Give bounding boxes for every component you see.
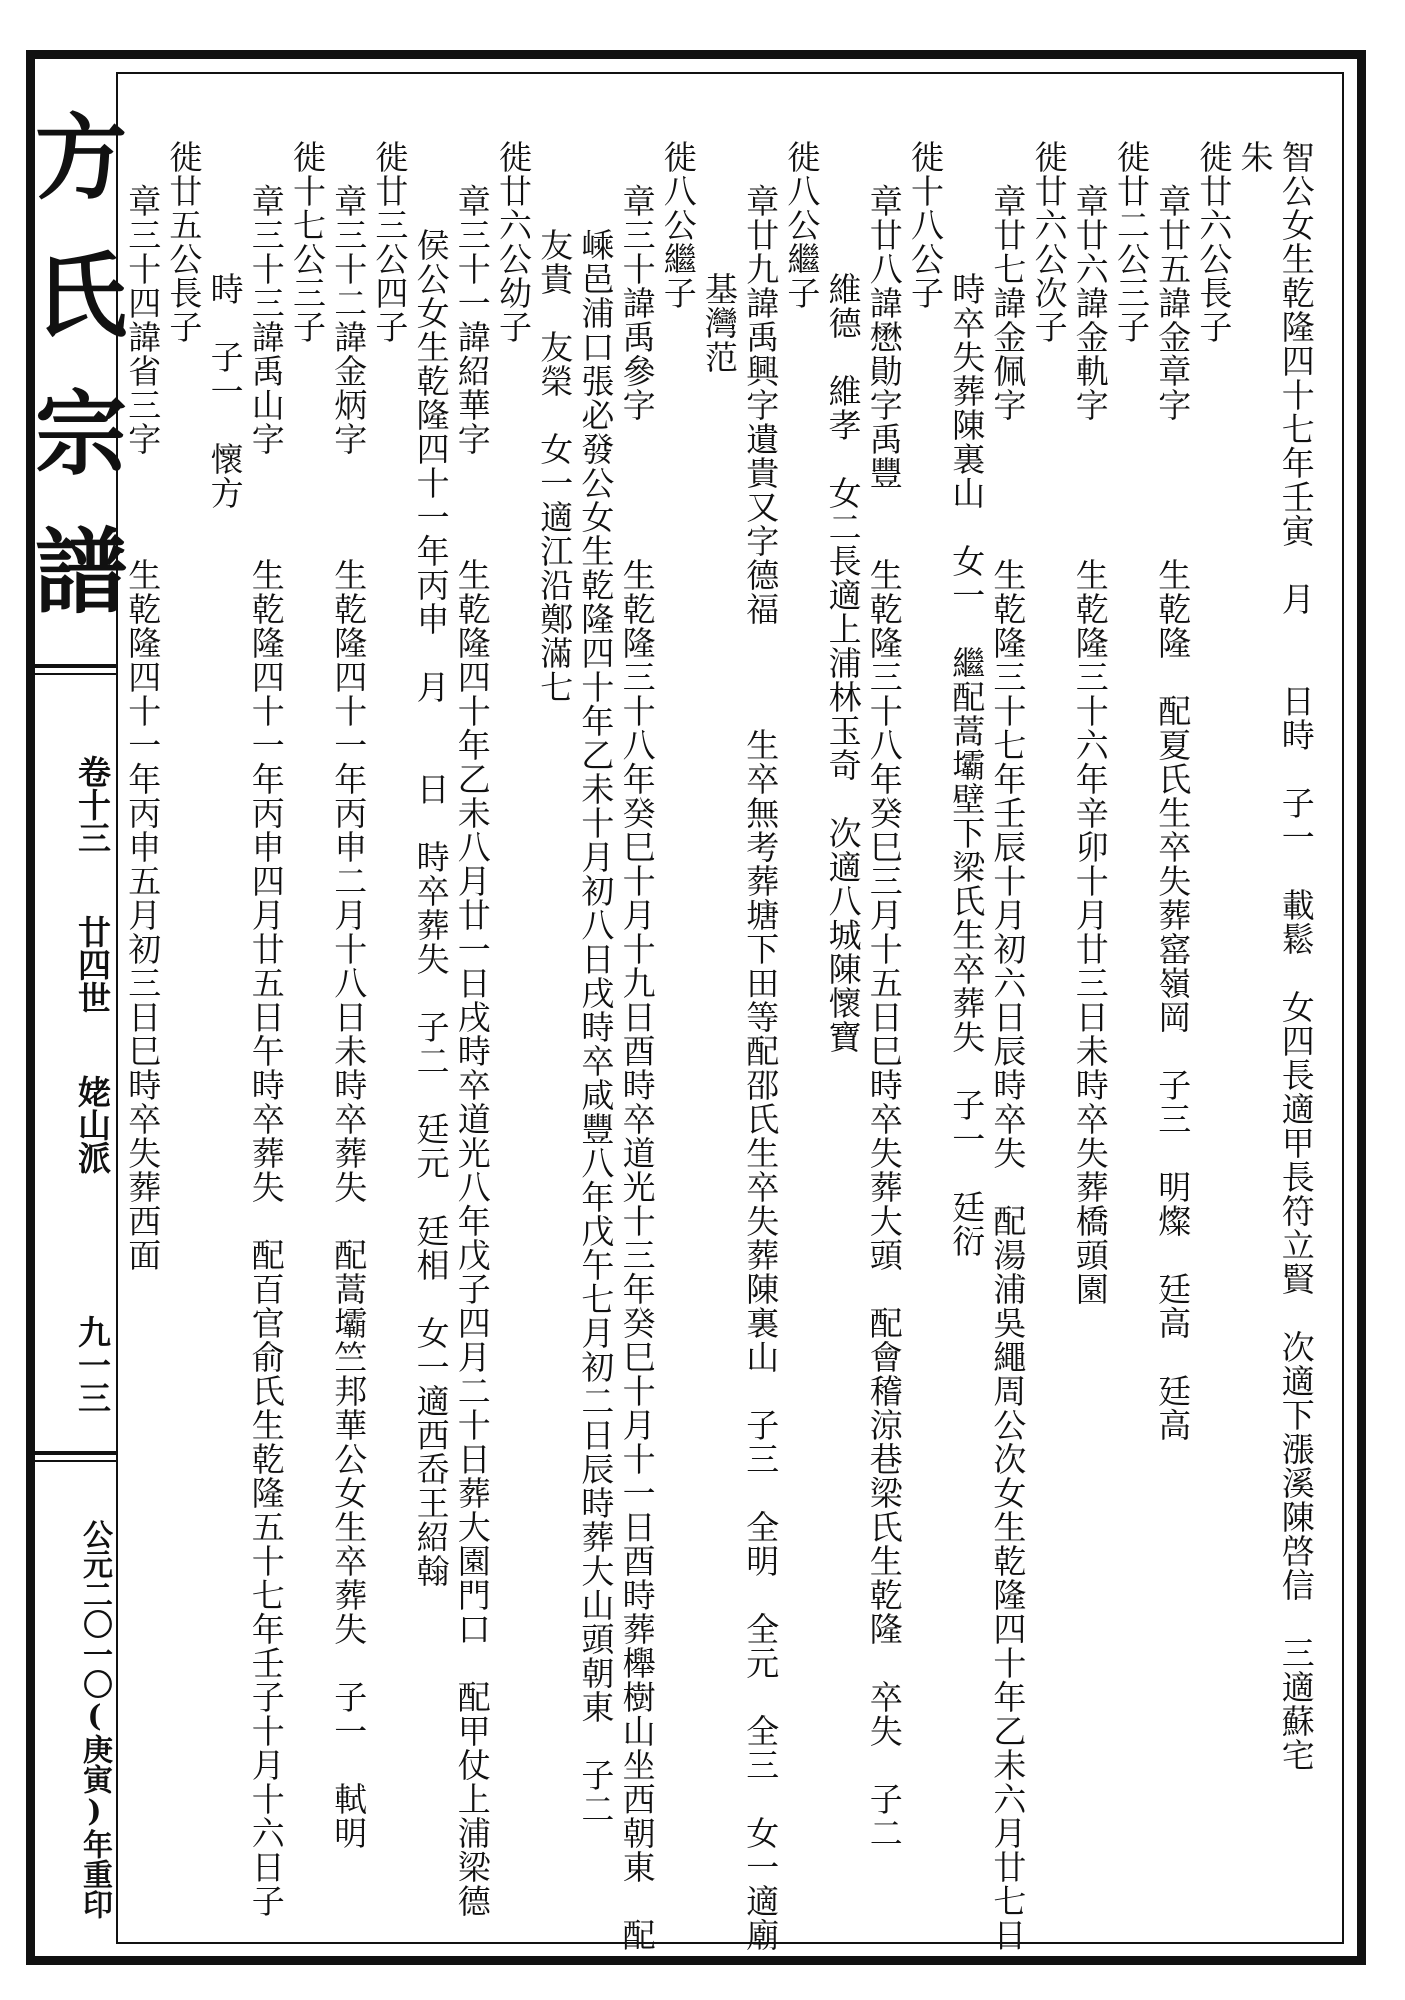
text-column: 徙廿六公次子 — [1029, 140, 1069, 344]
title-char: 方 — [35, 104, 128, 212]
text-column: 徙廿六公長子 — [1194, 140, 1234, 344]
title-char: 宗 — [35, 380, 128, 488]
text-column: 徙八公繼子 — [658, 140, 698, 310]
spine-divider — [35, 664, 116, 668]
text-column: 徙廿三公四子 — [370, 140, 410, 344]
text-column: 章三十三諱禹山字 生乾隆四十一年丙申四月廿五日午時卒葬失 配百官俞氏生乾隆五十七年壬子十月十六日子 — [246, 184, 286, 1918]
text-column: 章廿六諱金軌字 生乾隆三十六年辛卯十月廿三日未時卒失葬橋頭園 — [1070, 184, 1110, 1306]
text-column: 徙廿六公幼子 — [494, 140, 533, 344]
text-column: 徙廿五公長子 — [164, 140, 204, 344]
text-column: 時 子一 懷方 — [205, 272, 245, 510]
text-column: 友貴 友榮 女一適江沿鄭滿七 — [535, 228, 575, 704]
page-number: 九一三 — [73, 1314, 112, 1414]
text-column: 章廿九諱禹興字遺貴又字德福 生卒無考葬塘下田等配邵氏生卒失葬陳裏山 子三 全明 全元 全三 女一適廟 — [741, 184, 781, 1952]
spine-divider — [35, 1451, 116, 1455]
text-column: 章廿七諱金佩字 生乾隆三十七年壬辰十月初六日辰時卒失 配湯浦吳繩周公次女生乾隆四十年乙未六月廿七日 — [988, 184, 1028, 1952]
text-column: 徙十八公子 — [906, 140, 945, 310]
text-column: 章三十一諱紹華字 生乾隆四十年乙未八月廿一日戌時卒道光八年戊子四月二十日葬大園門口 配甲仗上浦梁德 — [452, 184, 492, 1918]
text-column: 嵊邑浦口張必發公女生乾隆四十年乙未十月初八日戌時卒咸豐八年戊午七月初二日辰時葬大山頭朝東 子二 — [576, 228, 616, 1826]
text-column: 智公女生乾隆四十七年壬寅 月 日時 子一 載鬆 女四長適甲長符立賢 次適下漲溪陳啓信 三適蘇宅 — [1276, 140, 1316, 1772]
title-char: 譜 — [35, 518, 128, 626]
volume-label: 卷十三 — [73, 754, 112, 854]
book-spine — [35, 59, 128, 1956]
reprint-note: 公元二〇一〇(庚寅)年重印 — [77, 1519, 112, 1919]
text-column: 朱 — [1235, 140, 1275, 174]
text-column: 徙十七公三子 — [288, 140, 327, 344]
text-column: 時卒失葬陳裏山 女一 繼配蒿壩壁下梁氏生卒葬失 子一 廷衍 — [947, 272, 987, 1258]
generation-label: 廿四世 — [73, 914, 112, 1014]
text-column: 章廿五諱金章字 生乾隆 配夏氏生卒失葬窰嶺岡 子三 明燦 廷高 廷高 — [1153, 184, 1193, 1442]
book-title — [35, 89, 128, 641]
text-column: 章廿八諱懋勛字禹豐 生乾隆三十八年癸巳三月十五日巳時卒失葬大頭 配會稽涼巷梁氏生乾隆 卒失 子二 — [864, 184, 904, 1850]
text-column: 章三十二諱金炳字 生乾隆四十一年丙申二月十八日未時卒葬失 配蒿壩竺邦華公女生卒葬失 子一 軾明 — [329, 184, 369, 1850]
branch-label: 姥山派 — [73, 1074, 112, 1174]
title-char: 氏 — [35, 242, 128, 350]
text-column: 徙八公繼子 — [782, 140, 822, 310]
text-column: 維德 維孝 女二長適上浦林玉奇 次適八城陳懷寶 — [823, 272, 863, 1054]
text-column: 徙廿二公三子 — [1112, 140, 1151, 344]
genealogy-text — [123, 140, 1330, 1952]
text-column: 侯公女生乾隆四十一年丙申 月 日 時卒葬失 子二 廷元 廷相 女一適西岙王紹翰 — [411, 228, 451, 1588]
text-column: 基灣范 — [700, 272, 739, 374]
text-column: 章三十四諱省三字 生乾隆四十一年丙申五月初三日巳時卒失葬西面 — [123, 184, 163, 1272]
text-column: 章三十諱禹參字 生乾隆三十八年癸巳十月十九日酉時卒道光十三年癸巳十月十一日酉時葬櫸樹山坐西朝東 配 — [617, 184, 657, 1952]
spine-divider — [35, 1460, 116, 1462]
spine-divider — [35, 673, 116, 675]
